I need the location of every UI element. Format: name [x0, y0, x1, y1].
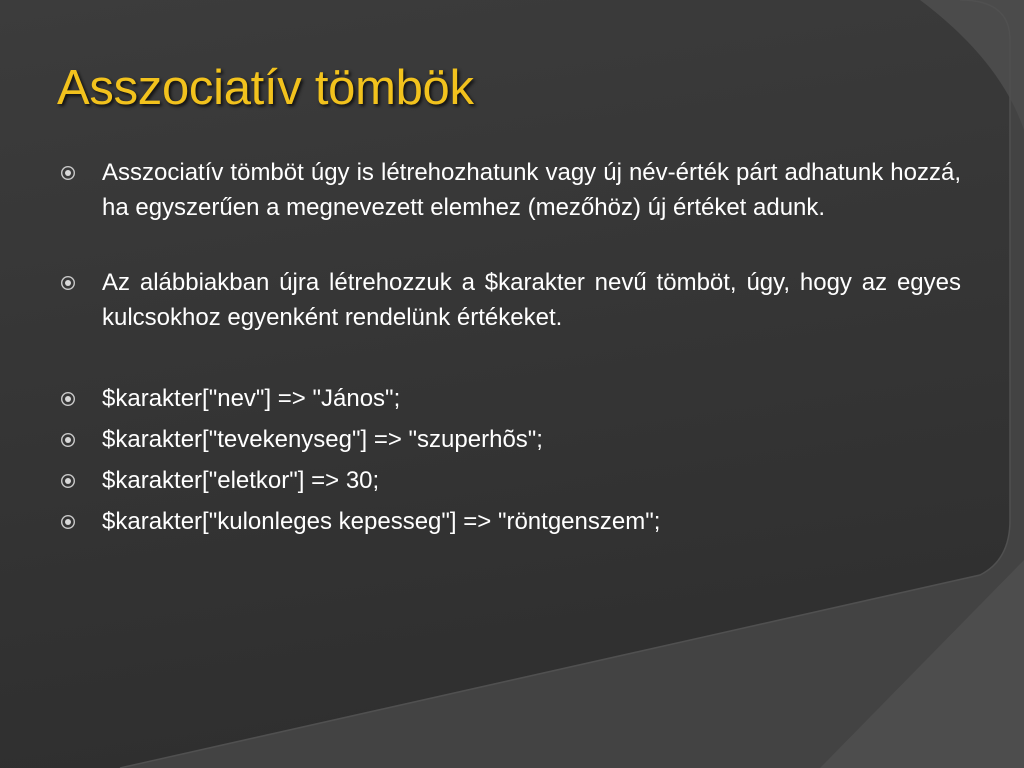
target-circle-bullet-icon: [60, 514, 76, 530]
bullet-item: [102, 505, 961, 540]
target-circle-bullet-icon: [60, 432, 76, 448]
bullet-text: Asszociatív tömböt úgy is létrehozhatunk vagy új név-érték párt adhatunk hozzá, ha egyszerűen a megnevezett elemhez (mezőhöz) új értéket adunk.: [102, 159, 961, 221]
target-circle-bullet-icon: [60, 473, 76, 489]
bullet-text: $karakter["tevekenyseg"] => "szuperhõs";: [102, 426, 543, 453]
slide-title: Asszociatív tömbök: [57, 61, 474, 115]
bullet-item: [102, 156, 961, 225]
target-circle-bullet-icon: [60, 391, 76, 407]
bullet-text: $karakter["kulonleges kepesseg"] => "röntgenszem";: [102, 508, 661, 535]
bullet-item: [102, 423, 961, 458]
bullet-item: [102, 382, 961, 417]
bullet-text: $karakter["eletkor"] => 30;: [102, 467, 380, 494]
bullet-text: Az alábbiakban újra létrehozzuk a $karakter nevű tömböt, úgy, hogy az egyes kulcsokhoz egyenként rendelünk értékeket.: [102, 269, 961, 331]
target-circle-bullet-icon: [60, 165, 76, 181]
bullet-item: [102, 266, 961, 335]
target-circle-bullet-icon: [60, 275, 76, 291]
bullet-item: [102, 464, 961, 499]
bullet-text: $karakter["nev"] => "János";: [102, 385, 401, 412]
